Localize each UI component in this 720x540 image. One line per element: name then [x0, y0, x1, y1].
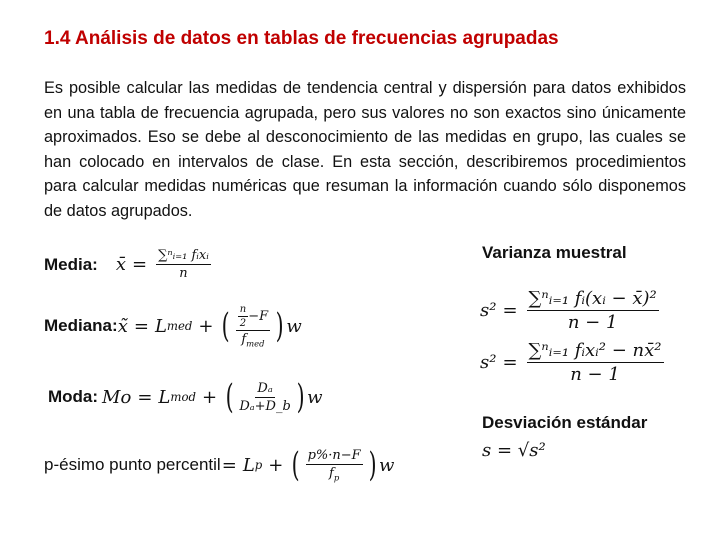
varianza-heading: Varianza muestral — [482, 243, 627, 262]
media-label: Media: — [44, 254, 98, 274]
media-numerator: ∑ⁿᵢ₌₁ fᵢxᵢ — [158, 248, 209, 263]
percentil-numerator: p%·n−F — [307, 448, 361, 463]
mediana-minus-F: −F — [248, 309, 269, 324]
mediana-n: n — [239, 304, 247, 315]
percentil-L-sub: p — [254, 458, 263, 473]
media-formula: Media: x̄ = $\frac{\text{∑ⁿᵢ₌₁ fᵢxᵢ}}{n}$ — [44, 248, 209, 281]
moda-label: Moda: — [48, 387, 99, 406]
mediana-2: 2 — [239, 318, 247, 329]
percentil-formula: p-ésimo punto percentil = L p + ( $\frac{p\%\cdot n-F}{f_p}$ ) w — [44, 445, 395, 486]
mediana-L-sub: med — [166, 319, 193, 334]
desviacion-heading: Desviación estándar — [482, 413, 648, 432]
media-denominator: n — [179, 266, 188, 281]
moda-L: L — [158, 386, 171, 408]
slide-title: 1.4 Análisis de datos en tablas de frecuencias agrupadas — [44, 28, 559, 49]
percentil-f-sub: p — [333, 472, 340, 483]
varianza-numerator-2: ∑ⁿᵢ₌₁ fᵢxᵢ² − nx̄² — [528, 340, 662, 361]
percentil-w: w — [378, 454, 395, 476]
moda-L-sub: mod — [170, 390, 196, 404]
varianza-lhs-2: s² — [480, 352, 497, 373]
percentil-label: p-ésimo punto percentil — [44, 455, 221, 475]
varianza-lhs-1: s² — [480, 300, 497, 321]
mediana-L: L — [154, 315, 167, 337]
mediana-label: Mediana: — [44, 316, 118, 336]
moda-lhs: Mo — [102, 386, 132, 408]
varianza-formula-1: s² = $\frac{\text{∑ⁿᵢ₌₁ fᵢ(xᵢ − x̄)²}}{n - 1}$ — [480, 288, 657, 333]
desviacion-formula: s = √s² — [482, 440, 546, 461]
intro-paragraph: Es posible calcular las medidas de tendencia central y dispersión para datos exhibidos en una tabla de frecuencia agrupada, pero sus valores no son exactos sino únicamente aproximados. Eso se debe al desconocimiento de las medidas en grupo, las cuales se han colocado en intervalos de clase. En esta sección, describiremos procedimientos para calcular medidas numéricas que resuman la información cuando sólo disponemos de datos agrupados. — [44, 79, 686, 220]
moda-formula: Moda: Mo = L mod + ( $\frac{\text{Dₐ}}{\text{Dₐ+D\_b}}$ ) w — [48, 377, 323, 417]
moda-w: w — [307, 386, 323, 408]
media-lhs: x̄ — [115, 254, 126, 275]
varianza-denominator-1: n − 1 — [567, 312, 618, 333]
moda-denominator: Dₐ+D_b — [239, 398, 291, 414]
moda-numerator: Dₐ — [257, 380, 273, 396]
mediana-w: w — [286, 315, 302, 337]
mediana-lhs: x̃ — [117, 315, 128, 337]
varianza-denominator-2: n − 1 — [570, 364, 620, 385]
mediana-f-sub: med — [246, 338, 265, 349]
mediana-f: f — [241, 332, 247, 347]
percentil-L: L — [242, 454, 255, 476]
mediana-formula: Mediana: x̃ = L med + ( $\frac{n}{2}$ −F $f_{med}$ ) w — [44, 304, 302, 349]
varianza-formula-2: s² = $\frac{\text{∑ⁿᵢ₌₁ fᵢxᵢ² − nx̄²}}{n - 1}$ — [480, 340, 662, 385]
percentil-f: f — [329, 466, 334, 481]
varianza-numerator-1: ∑ⁿᵢ₌₁ fᵢ(xᵢ − x̄)² — [528, 288, 657, 309]
